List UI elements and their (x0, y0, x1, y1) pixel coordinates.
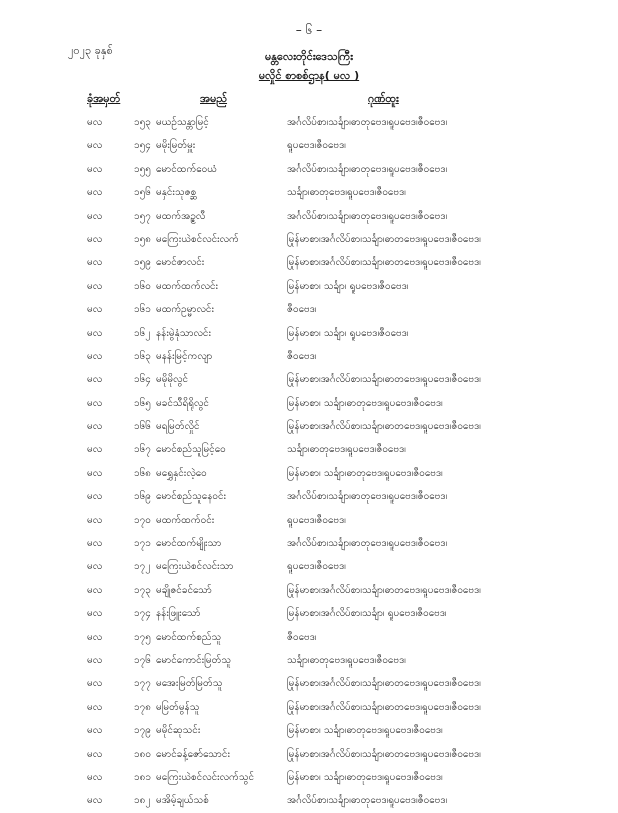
student-name: မမိုမိုလွင် (156, 374, 189, 386)
seat-number: ၁၅၃ (134, 117, 151, 128)
student-name: မယဉ်သန္တာမြင့် (156, 117, 209, 128)
student-name: မမြတ်မွန်သူ (156, 701, 200, 713)
seat-code: မလ (87, 304, 103, 316)
distinctions: မြန်မာစာ၊ သင်္ချာ၊ဓာတုဗေဒ၊ရူပဗေဒ၊ဇီဝဗေဒ၊ (287, 771, 443, 783)
seat-code: မလ (87, 561, 103, 573)
seat-number: ၁၇၆ (134, 654, 151, 666)
seat-number: ၁၆၇ (134, 444, 151, 456)
student-name: မမိုးမြတ်မှူး (156, 140, 196, 152)
student-name: မနှင်းသုဇစ္ဆ (156, 187, 197, 199)
seat-number: ၁၅၈ (134, 233, 151, 245)
seat-code: မလ (87, 117, 103, 128)
table-row (0, 298, 618, 321)
seat-number: ၁၇၃ (134, 584, 151, 596)
seat-number: ၁၆၀ (134, 280, 151, 292)
table-row (0, 626, 618, 649)
table-row (0, 602, 618, 625)
distinctions: ဇီဝဗေဒ၊ (287, 350, 317, 362)
seat-number: ၁၅၄ (134, 140, 151, 152)
table-row (0, 696, 618, 719)
distinctions: အင်္ဂလိပ်စာ၊သင်္ချာ၊ဓာတုဗေဒ၊ရူပဗေဒ၊ဇီဝဗေဒ၊ (287, 491, 448, 503)
student-name: မရမြတ်လှိုင် (156, 421, 200, 433)
table-row (0, 111, 618, 134)
exam-center-subtitle: မလှိုင် စာစစ်ဌာန( မလ ) (258, 69, 360, 82)
distinctions: မြန်မာစာ၊အင်္ဂလိပ်စာ၊သင်္ချာ၊ဓာတုဗေဒ၊ရူပဗေဒ၊ဇီဝဗေဒ၊ (287, 701, 481, 713)
seat-number: ၁၅၅ (134, 163, 151, 175)
table-row (0, 766, 618, 789)
seat-code: မလ (87, 257, 103, 269)
distinctions: ရူပဗေဒ၊ဇီဝဗေဒ၊ (287, 140, 346, 152)
student-name: မောင်ထက်မျိုးသာ (156, 538, 222, 550)
seat-code: မလ (87, 233, 103, 245)
seat-number: ၁၇၂ (134, 561, 151, 573)
seat-code: မလ (87, 140, 103, 152)
distinctions: မြန်မာစာ၊အင်္ဂလိပ်စာ၊သင်္ချာ၊ဓာတုဗေဒ၊ရူပဗေဒ၊ဇီဝဗေဒ၊ (287, 421, 481, 433)
student-name: မောင်ထက်ဝေယံ (156, 163, 218, 175)
column-header-name: အမည် (200, 92, 228, 105)
seat-number: ၁၈၀ (134, 748, 151, 760)
seat-code: မလ (87, 701, 103, 713)
seat-code: မလ (87, 280, 103, 292)
seat-number: ၁၇၄ (134, 608, 151, 620)
seat-code: မလ (87, 514, 103, 526)
distinctions: မြန်မာစာ၊ သင်္ချာ၊ဓာတုဗေဒ၊ရူပဗေဒ၊ဇီဝဗေဒ၊ (287, 467, 443, 479)
seat-code: မလ (87, 584, 103, 596)
seat-number: ၁၇၈ (134, 701, 151, 713)
table-row (0, 322, 618, 345)
seat-number: ၁၆၂ (134, 327, 151, 339)
distinctions: မြန်မာစာ၊အင်္ဂလိပ်စာ၊သင်္ချာ၊ဓာတုဗေဒ၊ရူပဗေဒ၊ဇီဝဗေဒ၊ (287, 257, 481, 269)
seat-number: ၁၆၈ (134, 467, 151, 479)
table-row (0, 462, 618, 485)
seat-code: မလ (87, 374, 103, 386)
student-name: မကြေးယဲစင်လင်းလက် (156, 233, 239, 245)
seat-code: မလ (87, 608, 103, 620)
student-name: မကြေးယဲစင်လင်းသာ (156, 561, 234, 573)
student-name: မောင်ကောင်းမြတ်သူ (156, 654, 232, 666)
student-name: မထက်ထက်ဝင်း (156, 514, 215, 526)
distinctions: မြန်မာစာ၊ သင်္ချာ၊ဓာတုဗေဒ၊ရူပဗေဒ၊ဇီဝဗေဒ၊ (287, 397, 443, 409)
distinctions: ရူပဗေဒ၊ဇီဝဗေဒ၊ (287, 514, 346, 526)
column-header-distinctions: ဂုဏ်ထူး (368, 92, 399, 105)
column-header-seat-number: ခုံအမှတ် (87, 92, 121, 105)
distinctions: မြန်မာစာ၊အင်္ဂလိပ်စာ၊သင်္ချာ၊ဓာတုဗေဒ၊ရူပဗေဒ၊ဇီဝဗေဒ၊ (287, 233, 481, 245)
seat-number: ၁၆၁ (134, 304, 151, 316)
distinctions: မြန်မာစာ၊ သင်္ချာ၊ ရူပဗေဒ၊ဇီဝဗေဒ၊ (287, 280, 409, 292)
distinctions: ဇီဝဗေဒ၊ (287, 304, 317, 316)
student-name: မနန်းမြင့်ကလျာ (156, 350, 213, 362)
student-name: မောင်ဇာလင်း (156, 257, 205, 269)
seat-code: မလ (87, 678, 103, 690)
distinctions: သင်္ချာ၊ဓာတုဗေဒ၊ရူပဗေဒ၊ဇီဝဗေဒ၊ (287, 444, 406, 456)
table-row (0, 134, 618, 157)
student-name: မောင်ခန့်ဇော်သောင်း (156, 748, 230, 760)
seat-number: ၁၇၀ (134, 514, 151, 526)
student-name: မချိုဇင်ခင်သော် (156, 584, 212, 596)
seat-code: မလ (87, 210, 103, 222)
student-name: မခင်သီရိရိုလွင် (156, 397, 209, 409)
distinctions: သင်္ချာ၊ဓာတုဗေဒ၊ရူပဗေဒ၊ဇီဝဗေဒ၊ (287, 654, 406, 666)
seat-number: ၁၈၂ (134, 795, 151, 807)
seat-code: မလ (87, 538, 103, 550)
seat-code: မလ (87, 725, 103, 737)
table-row (0, 368, 618, 391)
seat-code: မလ (87, 631, 103, 643)
seat-number: ၁၇၇ (134, 678, 151, 690)
region-title: မန္တလေးတိုင်းဒေသကြီး (265, 50, 353, 63)
seat-code: မလ (87, 397, 103, 409)
seat-code: မလ (87, 795, 103, 807)
student-name: မအေးမြတ်မြတ်သူ (156, 678, 223, 690)
seat-code: မလ (87, 491, 103, 503)
seat-code: မလ (87, 421, 103, 433)
page-number: – ၆ – (295, 23, 323, 37)
table-row (0, 672, 618, 695)
table-row (0, 532, 618, 555)
seat-number: ၁၆၄ (134, 374, 151, 386)
seat-number: ၁၇၅ (134, 631, 151, 643)
seat-code: မလ (87, 748, 103, 760)
seat-number: ၁၇၉ (134, 725, 151, 737)
table-row (0, 158, 618, 181)
table-row (0, 251, 618, 274)
seat-number: ၁၅၉ (134, 257, 151, 269)
seat-number: ၁၆၆ (134, 421, 151, 433)
distinctions: မြန်မာစာ၊အင်္ဂလိပ်စာ၊သင်္ချာ၊ဓာတုဗေဒ၊ရူပဗေဒ၊ဇီဝဗေဒ၊ (287, 678, 481, 690)
student-name: မအိမ့်ချယ်သစ် (156, 795, 209, 807)
distinctions: အင်္ဂလိပ်စာ၊သင်္ချာ၊ဓာတုဗေဒ၊ရူပဗေဒ၊ဇီဝဗေဒ၊ (287, 210, 448, 222)
distinctions: မြန်မာစာ၊အင်္ဂလိပ်စာ၊သင်္ချာ၊ဓာတုဗေဒ၊ရူပဗေဒ၊ဇီဝဗေဒ၊ (287, 748, 481, 760)
seat-number: ၁၆၉ (134, 491, 151, 503)
table-row (0, 275, 618, 298)
distinctions: မြန်မာစာ၊အင်္ဂလိပ်စာ၊သင်္ချာ၊ ရူပဗေဒ၊ဇီဝဗေဒ၊ (287, 608, 447, 620)
table-row (0, 743, 618, 766)
seat-code: မလ (87, 467, 103, 479)
distinctions: ဇီဝဗေဒ၊ (287, 631, 317, 643)
seat-code: မလ (87, 163, 103, 175)
distinctions: မြန်မာစာ၊ သင်္ချာ၊ဓာတုဗေဒ၊ရူပဗေဒ၊ဇီဝဗေဒ၊ (287, 725, 443, 737)
distinctions: မြန်မာစာ၊အင်္ဂလိပ်စာ၊သင်္ချာ၊ဓာတုဗေဒ၊ရူပဗေဒ၊ဇီဝဗေဒ၊ (287, 584, 481, 596)
student-name: မကြေးယဲစင်လင်းလက်သွင် (156, 771, 255, 783)
seat-code: မလ (87, 327, 103, 339)
student-name: နန်းမွဲနုံသာလင်း (156, 327, 212, 339)
distinctions: မြန်မာစာ၊ သင်္ချာ၊ ရူပဗေဒ၊ဇီဝဗေဒ၊ (287, 327, 409, 339)
student-name: မရွှေနှင်းလဲ့ဝေ (156, 467, 207, 479)
results-list (0, 111, 618, 813)
seat-code: မလ (87, 771, 103, 783)
table-row (0, 789, 618, 812)
seat-number: ၁၅၆ (134, 187, 151, 199)
table-row (0, 579, 618, 602)
distinctions: ရူပဗေဒ၊ဇီဝဗေဒ၊ (287, 561, 346, 573)
seat-number: ၁၆၃ (134, 350, 151, 362)
table-row (0, 719, 618, 742)
student-name: မထက်ဥမ္မာလင်း (156, 304, 214, 316)
distinctions: သင်္ချာ၊ဓာတုဗေဒ၊ရူပဗေဒ၊ဇီဝဗေဒ၊ (287, 187, 406, 199)
table-row (0, 228, 618, 251)
table-row (0, 649, 618, 672)
table-row (0, 345, 618, 368)
table-row (0, 509, 618, 532)
seat-code: မလ (87, 654, 103, 666)
distinctions: အင်္ဂလိပ်စာ၊သင်္ချာ၊ဓာတုဗေဒ၊ရူပဗေဒ၊ဇီဝဗေဒ၊ (287, 163, 448, 175)
distinctions: အင်္ဂလိပ်စာ၊သင်္ချာ၊ဓာတုဗေဒ၊ရူပဗေဒ၊ဇီဝဗေဒ၊ (287, 117, 448, 128)
seat-code: မလ (87, 444, 103, 456)
student-name: နန်းဖြူးသော် (156, 608, 201, 620)
distinctions: အင်္ဂလိပ်စာ၊သင်္ချာ၊ဓာတုဗေဒ၊ရူပဗေဒ၊ဇီဝဗေဒ၊ (287, 538, 448, 550)
table-row (0, 485, 618, 508)
seat-number: ၁၇၁ (134, 538, 151, 550)
student-name: မောင်စည်သူနေဝင်း (156, 491, 227, 503)
table-row (0, 415, 618, 438)
table-row (0, 555, 618, 578)
seat-number: ၁၆၅ (134, 397, 151, 409)
table-row (0, 392, 618, 415)
student-name: မောင်စည်သူမြင့်ဝေ (156, 444, 226, 456)
student-name: မထက်အဥ္စလီ (156, 210, 206, 222)
seat-number: ၁၅၇ (134, 210, 151, 222)
student-name: မောင်ထက်စည်သူ (156, 631, 222, 643)
table-row (0, 181, 618, 204)
distinctions: မြန်မာစာ၊အင်္ဂလိပ်စာ၊သင်္ချာ၊ဓာတုဗေဒ၊ရူပဗေဒ၊ဇီဝဗေဒ၊ (287, 374, 481, 386)
table-row (0, 438, 618, 461)
student-name: မမိုင်ဆုသင်း (156, 725, 201, 737)
year-label: ၂၀၂၃ ခုနှစ် (68, 44, 113, 57)
table-row (0, 205, 618, 228)
student-name: မထက်ထက်လင်း (156, 280, 219, 292)
seat-code: မလ (87, 350, 103, 362)
seat-number: ၁၈၁ (134, 771, 151, 783)
seat-code: မလ (87, 187, 103, 199)
distinctions: အင်္ဂလိပ်စာ၊သင်္ချာ၊ဓာတုဗေဒ၊ရူပဗေဒ၊ဇီဝဗေဒ၊ (287, 795, 448, 807)
